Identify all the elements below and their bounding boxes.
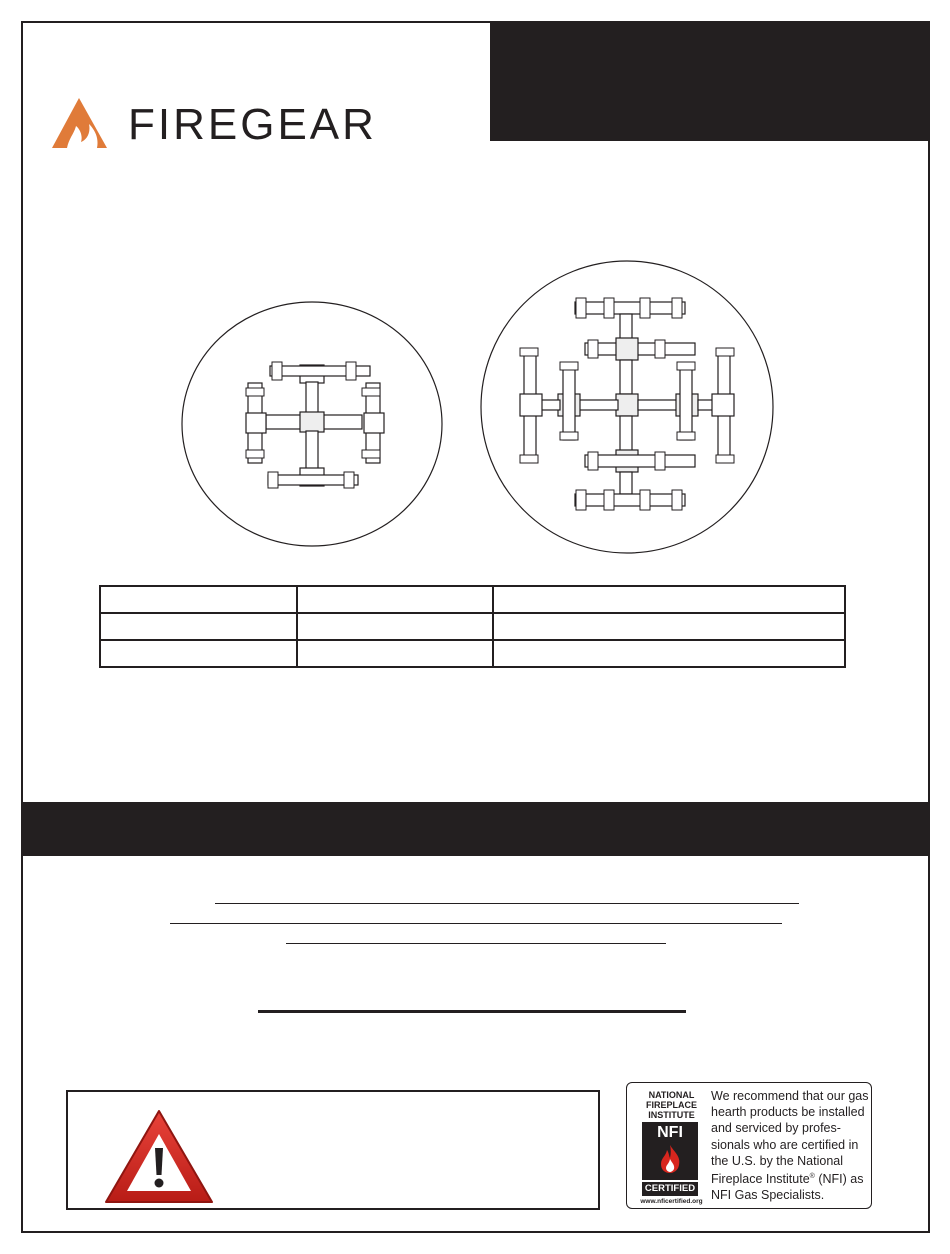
table-cell [100, 586, 297, 613]
table-cell [297, 613, 493, 640]
table-row [100, 586, 845, 613]
warning-triangle-icon [103, 1108, 215, 1206]
fill-line [215, 903, 799, 904]
nfi-mark [642, 1122, 698, 1180]
table-cell [493, 586, 845, 613]
section-band [21, 802, 930, 856]
table-cell [493, 613, 845, 640]
registered-mark: ® [809, 1173, 815, 1181]
large-burner-manifold [520, 302, 734, 506]
nfi-certified-label: CERTIFIED [642, 1182, 698, 1196]
nfi-logo-text [634, 1090, 709, 1120]
nfi-statement-text: We recommend that our gas hearth products be installed and serviced by profes-sionals who are certified in the U.S. by the National Fireplace Institute [711, 1089, 869, 1187]
table-row [100, 640, 845, 667]
small-burner-manifold [246, 365, 384, 486]
nfi-statement-text-end: (NFI) as NFI Gas Specialists. [711, 1172, 864, 1203]
nfi-url: www.nficertified.org [640, 1198, 703, 1205]
table-cell [297, 640, 493, 667]
nfi-flame-icon [658, 1144, 682, 1174]
nfi-statement [711, 1088, 871, 1204]
fill-line [170, 923, 782, 924]
signature-line [258, 1010, 686, 1013]
nfi-logo-line: INSTITUTE [648, 1110, 695, 1120]
fill-line [286, 943, 666, 944]
nfi-mark-text: NFI [657, 1124, 683, 1141]
table-cell [297, 586, 493, 613]
spec-table [99, 585, 846, 668]
table-cell [100, 640, 297, 667]
nfi-logo [634, 1090, 709, 1208]
table-cell [100, 613, 297, 640]
table-row [100, 613, 845, 640]
nfi-logo-line: NATIONAL [648, 1090, 695, 1100]
brand-name: FIREGEAR [128, 100, 377, 149]
nfi-logo-line: FIREPLACE [645, 1100, 697, 1110]
table-cell [493, 640, 845, 667]
burner-diagrams [0, 0, 950, 600]
